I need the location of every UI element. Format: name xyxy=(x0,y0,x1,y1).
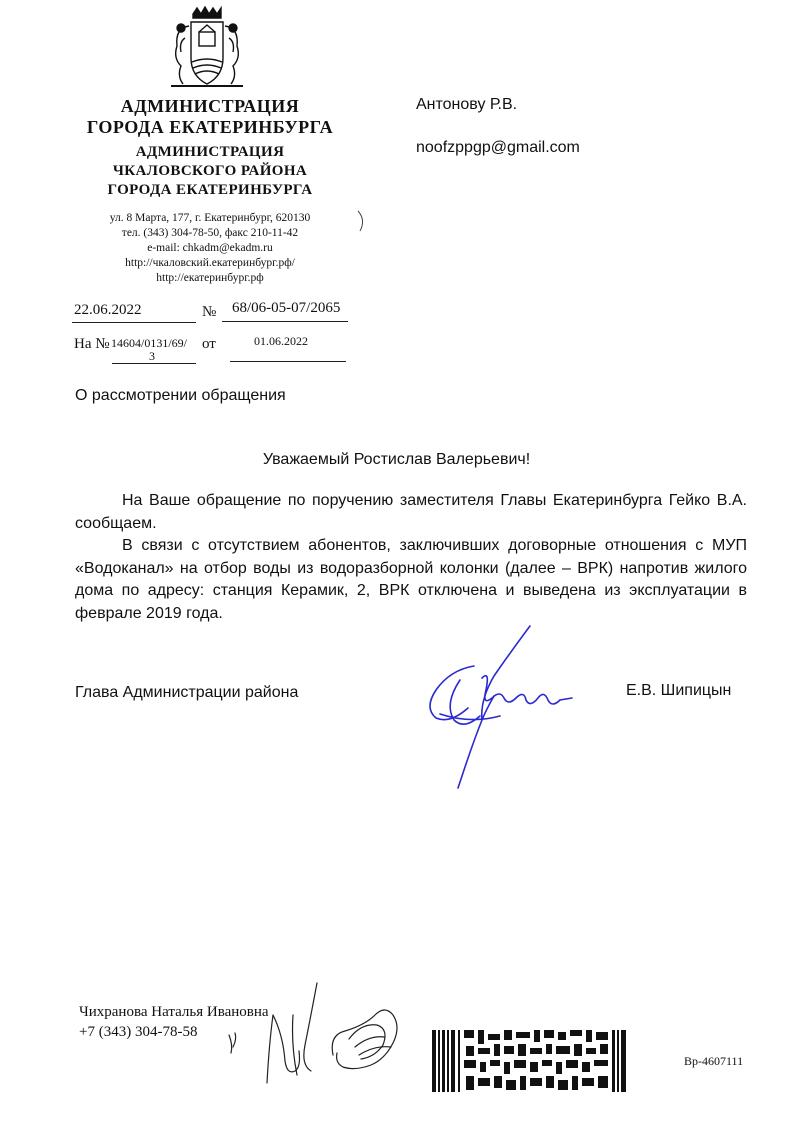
number-underline xyxy=(222,321,348,322)
letter-body xyxy=(75,490,747,625)
handwritten-signature xyxy=(420,620,580,790)
reference-number-underline xyxy=(112,363,196,364)
signer-title: Глава Администрации района xyxy=(75,684,299,701)
executor-name: Чихранова Наталья Ивановна xyxy=(79,1004,269,1020)
signer-name: Е.В. Шипицын xyxy=(626,682,732,699)
reference-date: 01.06.2022 xyxy=(254,334,308,348)
org-name-line2: ГОРОДА ЕКАТЕРИНБУРГА xyxy=(86,117,334,137)
date-underline xyxy=(72,322,196,323)
address-bracket-mark xyxy=(356,210,368,232)
registration-code: Вр-4607111 xyxy=(684,1054,744,1068)
body-paragraph-1: На Ваше обращение по поручению заместителя Главы Екатеринбурга Гейко В.А. сообщаем. xyxy=(75,492,747,532)
executor-phone: +7 (343) 304-78-58 xyxy=(79,1024,198,1040)
website-link-1: http://чкаловский.екатеринбург.рф/ xyxy=(125,257,295,269)
body-paragraph-2: В связи с отсутствием абонентов, заключивших договорные отношения с МУП «Водоканал» на отбор воды из водоразборной колонки (далее – ВРК) напротив жилого дома по адресу: станция Керамик, 2, ВРК отключена и выведена из эксплуатации в феврале 2019 года. xyxy=(75,537,747,622)
phone-text: тел. (343) 304-78-50, факс 210-11-42 xyxy=(121,227,299,239)
reference-number-line1: 14604/0131/69/ xyxy=(111,336,188,350)
document-barcode xyxy=(432,1030,626,1092)
reference-from-label: от xyxy=(202,336,216,352)
website-link-2: http://екатеринбург.рф xyxy=(156,272,264,284)
registration-date: 22.06.2022 xyxy=(74,302,142,318)
recipient-name: Антонову Р.В. xyxy=(416,96,518,113)
district-header xyxy=(60,143,360,200)
executor-signature xyxy=(225,975,425,1090)
district-name-line2: ЧКАЛОВСКОГО РАЙОНА xyxy=(112,163,308,179)
organization-header xyxy=(60,96,360,138)
contact-block xyxy=(60,211,360,286)
salutation: Уважаемый Ростислав Валерьевич! xyxy=(262,451,531,468)
reference-date-underline xyxy=(230,361,346,362)
recipient-email: noofzppgp@gmail.com xyxy=(416,139,580,156)
city-emblem xyxy=(163,6,251,90)
registration-number: 68/06-05-07/2065 xyxy=(232,300,341,316)
number-sign: № xyxy=(202,304,217,320)
org-name-line1: АДМИНИСТРАЦИЯ xyxy=(120,96,300,116)
letter-subject: О рассмотрении обращения xyxy=(75,387,286,404)
org-email-text: e-mail: chkadm@ekadm.ru xyxy=(147,242,273,254)
address-text: ул. 8 Марта, 177, г. Екатеринбург, 620130 xyxy=(109,212,311,224)
district-name-line3: ГОРОДА ЕКАТЕРИНБУРГА xyxy=(107,182,313,198)
reference-prefix: На № xyxy=(74,336,110,352)
reference-number-line2: 3 xyxy=(149,349,155,363)
district-name-line1: АДМИНИСТРАЦИЯ xyxy=(135,144,285,160)
